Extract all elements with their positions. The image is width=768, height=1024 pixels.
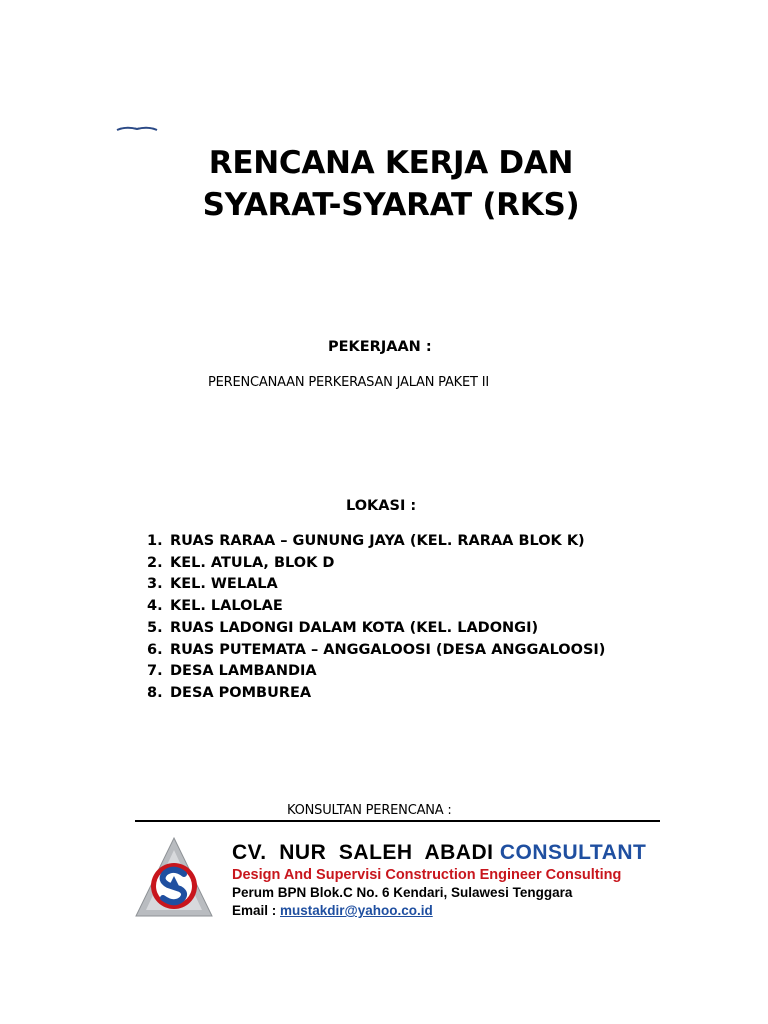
lokasi-item-number: 3. (147, 576, 163, 593)
lokasi-item-number: 6. (147, 641, 163, 658)
company-info (232, 840, 646, 920)
lokasi-item (147, 661, 605, 683)
lokasi-item-text: RUAS PUTEMATA – ANGGALOOSI (DESA ANGGALOOSI) (170, 641, 606, 658)
lokasi-item-text: KEL. WELALA (170, 576, 278, 593)
lokasi-item (147, 683, 605, 705)
corner-mark-icon (116, 124, 158, 132)
lokasi-item-number: 2. (147, 554, 163, 571)
lokasi-item-number: 7. (147, 663, 163, 680)
lokasi-item-number: 1. (147, 533, 163, 549)
company-logo-icon (134, 836, 214, 918)
document-title-line-1: RENCANA KERJA DAN (208, 145, 574, 181)
pekerjaan-label: PEKERJAAN : (328, 339, 432, 355)
lokasi-item-number: 8. (147, 684, 163, 701)
lokasi-item-text: DESA POMBUREA (170, 684, 312, 701)
lokasi-item-number: 4. (147, 598, 163, 615)
lokasi-item (147, 618, 605, 640)
lokasi-item (147, 553, 605, 575)
company-email-label: Email : (232, 903, 281, 918)
company-email-link[interactable]: mustakdir@yahoo.co.id (280, 903, 433, 918)
document-title-line-2: SYARAT-SYARAT (RKS) (202, 187, 580, 223)
company-email-row (232, 902, 646, 920)
company-name (232, 840, 646, 866)
company-subtitle: Design And Supervisi Construction Engineer Consulting (232, 867, 622, 883)
header-divider (135, 820, 660, 822)
lokasi-list (147, 531, 605, 705)
lokasi-item-text: KEL. ATULA, BLOK D (170, 554, 335, 571)
lokasi-item-text: RUAS LADONGI DALAM KOTA (KEL. LADONGI) (170, 619, 539, 636)
pekerjaan-value: PERENCANAAN PERKERASAN JALAN PAKET II (208, 375, 489, 390)
lokasi-item (147, 531, 605, 553)
lokasi-label: LOKASI : (346, 498, 417, 514)
company-name-main: CV. NUR SALEH ABADI (232, 841, 500, 864)
lokasi-item-text: RUAS RARAA – GUNUNG JAYA (KEL. RARAA BLOK K) (170, 533, 585, 549)
lokasi-item-text: KEL. LALOLAE (170, 598, 283, 615)
company-name-consultant: CONSULTANT (499, 841, 647, 864)
lokasi-item (147, 596, 605, 618)
lokasi-item-number: 5. (147, 619, 163, 636)
company-address: Perum BPN Blok.C No. 6 Kendari, Sulawesi Tenggara (232, 885, 573, 900)
lokasi-item (147, 640, 605, 662)
lokasi-item-text: DESA LAMBANDIA (170, 663, 317, 680)
konsultan-label: KONSULTAN PERENCANA : (287, 803, 452, 818)
lokasi-item (147, 574, 605, 596)
